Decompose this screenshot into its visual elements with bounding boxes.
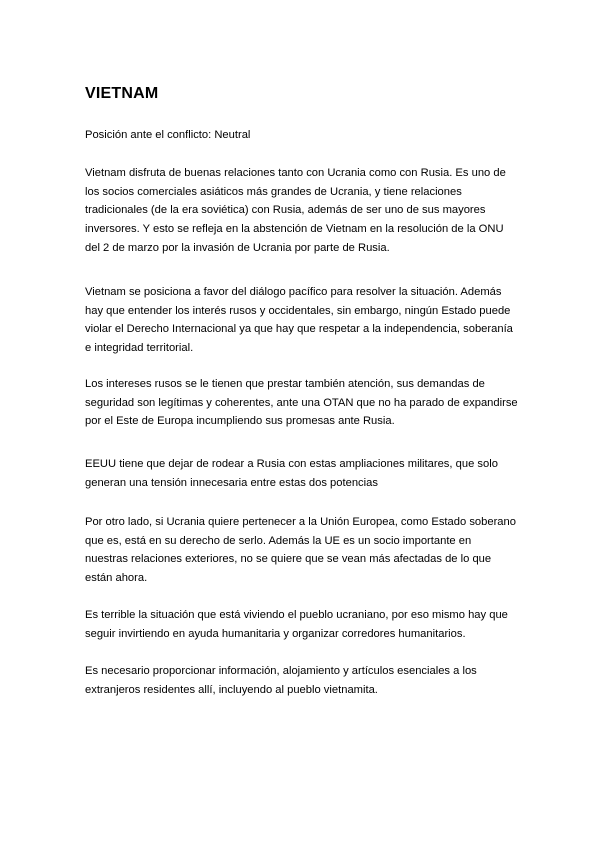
- text-line: e integridad territorial.: [85, 342, 194, 355]
- text-line: por el Este de Europa incumpliendo sus promesas ante Rusia.: [85, 415, 395, 428]
- paragraph: [85, 606, 525, 643]
- text-line: Vietnam disfruta de buenas relaciones tanto con Ucrania como con Rusia. Es uno de: [85, 167, 506, 179]
- text-line: están ahora.: [85, 572, 148, 585]
- text-line: inversores. Y esto se refleja en la abstención de Vietnam en la resolución de la ONU: [85, 223, 504, 236]
- text-line: hay que entender los interés rusos y occidentales, sin embargo, ningún Estado puede: [85, 304, 511, 317]
- paragraph: [85, 513, 525, 588]
- text-line: seguir invirtiendo en ayuda humanitaria y organizar corredores humanitarios.: [85, 627, 466, 640]
- text-line: del 2 de marzo por la invasión de Ucrania por parte de Rusia.: [85, 241, 390, 254]
- text-line: violar el Derecho Internacional ya que hay que respetar a la independencia, soberanía: [85, 323, 513, 336]
- text-line: que es, está en su derecho de serlo. Además la UE es un socio importante en: [85, 534, 472, 547]
- text-line: Por otro lado, si Ucrania quiere pertenecer a la Unión Europea, como Estado soberano: [85, 516, 516, 528]
- paragraph: [85, 164, 525, 258]
- position-statement: Posición ante el conflicto: Neutral: [85, 129, 251, 141]
- text-line: generan una tensión innecesaria entre estas dos potencias: [85, 476, 378, 489]
- paragraph: [85, 283, 525, 358]
- text-line: los socios comerciales asiáticos más grandes de Ucrania, y tiene relaciones: [85, 185, 462, 198]
- text-line: Es necesario proporcionar información, alojamiento y artículos esenciales a los: [85, 665, 477, 677]
- text-line: Los intereses rusos se le tienen que prestar también atención, sus demandas de: [85, 378, 485, 390]
- text-line: Es terrible la situación que está viviendo el pueblo ucraniano, por eso mismo hay que: [85, 609, 508, 621]
- paragraph: [85, 662, 525, 699]
- document-title: VIETNAM: [85, 85, 159, 102]
- text-line: extranjeros residentes allí, incluyendo al pueblo vietnamita.: [85, 683, 378, 696]
- text-line: nuestras relaciones exteriores, no se quiere que se vean más afectadas de lo que: [85, 553, 492, 566]
- text-line: seguridad son legítimas y coherentes, ante una OTAN que no ha parado de expandirse: [85, 396, 518, 409]
- paragraph: [85, 375, 525, 431]
- paragraph: [85, 455, 525, 492]
- text-line: Vietnam se posiciona a favor del diálogo pacífico para resolver la situación. Además: [85, 286, 502, 298]
- text-line: EEUU tiene que dejar de rodear a Rusia con estas ampliaciones militares, que solo: [85, 458, 498, 470]
- text-line: tradicionales (de la era soviética) con Rusia, además de ser uno de sus mayores: [85, 204, 486, 217]
